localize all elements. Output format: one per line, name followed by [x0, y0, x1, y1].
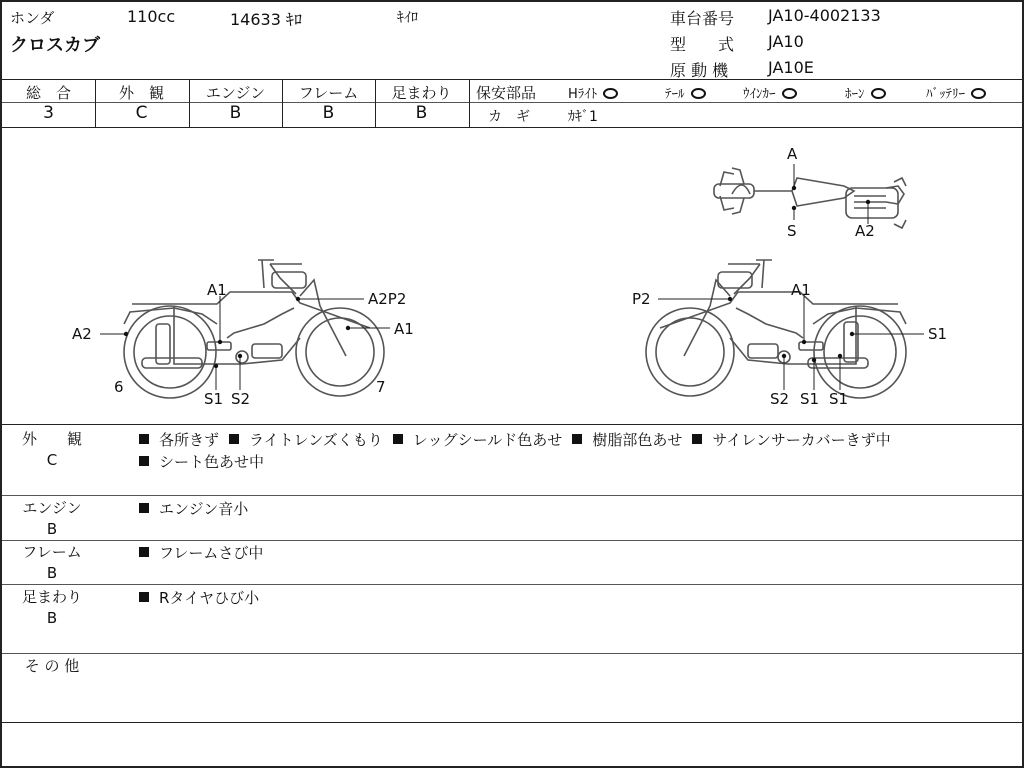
divider	[2, 424, 1022, 425]
grade-frame-value: B	[322, 103, 335, 123]
label-right-s1-b: S1	[829, 390, 849, 408]
label-right-p2: P2	[632, 290, 651, 308]
section-suspension-title: 足まわり	[21, 588, 82, 606]
note-text: サイレンサーカバーきず中	[712, 431, 891, 449]
section-exterior-grade: C	[46, 451, 58, 469]
grade-exterior-label: 外 観	[118, 84, 164, 102]
frame-no-label: 車台番号	[670, 9, 735, 28]
ok-circle-icon	[971, 88, 986, 99]
divider	[2, 79, 1022, 80]
bullet-square-icon	[229, 434, 239, 444]
key-label: カ ギ	[488, 109, 530, 125]
divider	[2, 653, 1022, 654]
safety-headlight	[568, 83, 618, 102]
safety-parts-label: 保安部品	[476, 84, 537, 102]
type-label: 型 式	[670, 35, 735, 54]
section-suspension-label	[2, 587, 102, 629]
divider	[2, 722, 1022, 723]
motorcycle-damage-diagram	[2, 128, 1022, 424]
grade-suspension-label: 足まわり	[391, 84, 452, 102]
section-exterior-label	[2, 429, 102, 471]
section-engine-line1	[139, 498, 248, 519]
note-text: シート色あせ中	[159, 453, 265, 471]
engine-label: 原 動 機	[670, 61, 729, 80]
section-exterior-line2	[139, 451, 264, 472]
label-left-s1: S1	[204, 390, 224, 408]
note-text: フレームさび中	[159, 544, 264, 562]
grade-frame-label: フレーム	[298, 84, 359, 102]
section-suspension-grade: B	[46, 609, 58, 627]
label-top-s: S	[787, 222, 797, 240]
bullet-square-icon	[393, 434, 403, 444]
label-left-6: 6	[114, 378, 124, 396]
label-right-s1-a: S1	[800, 390, 820, 408]
section-suspension-line1	[139, 587, 259, 608]
section-engine-title: エンジン	[22, 499, 82, 517]
displacement: 110cc	[127, 7, 176, 26]
motorcycle-left-view-icon	[124, 260, 384, 398]
safety-taillight-label: ﾃｰﾙ	[665, 87, 685, 102]
safety-horn	[845, 83, 886, 102]
note-text: ライトレンズくもり	[249, 431, 383, 449]
mileage: 14633 ｷﾛ	[230, 10, 302, 29]
label-left-a2p2: A2P2	[368, 290, 407, 308]
safety-battery	[926, 83, 986, 102]
safety-taillight	[665, 83, 706, 102]
key-value: ｶｷﾞ1	[568, 109, 598, 125]
safety-battery-label: ﾊﾞｯﾃﾘｰ	[926, 87, 965, 102]
section-frame-line1	[139, 542, 263, 563]
bullet-square-icon	[139, 434, 149, 444]
motorcycle-right-view-icon	[646, 260, 906, 398]
bullet-square-icon	[572, 434, 582, 444]
section-frame-grade: B	[46, 564, 58, 582]
divider	[469, 79, 470, 127]
grade-exterior-value: C	[135, 103, 148, 123]
label-right-s2: S2	[770, 390, 790, 408]
note-text: エンジン音小	[159, 500, 249, 518]
label-left-s2: S2	[231, 390, 251, 408]
label-left-a2: A2	[72, 325, 92, 343]
label-right-a1: A1	[791, 281, 811, 299]
section-other-title: そ の 他	[24, 657, 80, 675]
ok-circle-icon	[871, 88, 886, 99]
label-top-a2: A2	[855, 222, 875, 240]
ok-circle-icon	[691, 88, 706, 99]
label-right-s1-side: S1	[928, 325, 948, 343]
grade-engine-value: B	[229, 103, 242, 123]
bullet-square-icon	[139, 503, 149, 513]
section-exterior-line1	[139, 429, 891, 450]
section-engine-grade: B	[46, 520, 58, 538]
safety-headlight-label: Hﾗｲﾄ	[568, 87, 598, 102]
label-left-a1-right: A1	[394, 320, 414, 338]
label-left-7: 7	[376, 378, 386, 396]
label-left-a1-top: A1	[207, 281, 227, 299]
grade-engine-label: エンジン	[205, 84, 266, 102]
divider	[469, 102, 1022, 103]
grade-overall-value: 3	[43, 103, 54, 123]
bullet-square-icon	[139, 547, 149, 557]
bullet-square-icon	[139, 592, 149, 602]
motorcycle-top-view-icon	[714, 168, 906, 228]
section-exterior-title: 外 観	[21, 430, 82, 448]
section-engine-label	[2, 498, 102, 540]
divider	[2, 584, 1022, 585]
label-top-a: A	[787, 145, 798, 163]
bullet-square-icon	[692, 434, 702, 444]
note-text: Rタイヤひび小	[159, 589, 260, 607]
ok-circle-icon	[782, 88, 797, 99]
section-other-label	[2, 656, 102, 677]
note-text: 各所きず	[159, 431, 220, 449]
model-name: クロスカブ	[10, 35, 100, 56]
color: ｷｲﾛ	[397, 10, 418, 26]
frame-no: JA10-4002133	[768, 6, 881, 25]
divider	[2, 540, 1022, 541]
grade-overall-label: 総 合	[25, 84, 71, 102]
note-text: 樹脂部色あせ	[592, 431, 683, 449]
safety-winker-label: ｳｲﾝｶｰ	[743, 87, 776, 102]
safety-horn-label: ﾎｰﾝ	[845, 87, 865, 102]
type-value: JA10	[768, 32, 804, 51]
safety-winker	[743, 83, 797, 102]
section-frame-title: フレーム	[22, 543, 82, 561]
note-text: レッグシールド色あせ	[412, 431, 563, 449]
grade-suspension-value: B	[415, 103, 428, 123]
ok-circle-icon	[603, 88, 618, 99]
bullet-square-icon	[139, 456, 149, 466]
section-frame-label	[2, 542, 102, 584]
divider	[2, 495, 1022, 496]
maker: ホンダ	[10, 9, 55, 27]
engine-value: JA10E	[768, 58, 814, 77]
